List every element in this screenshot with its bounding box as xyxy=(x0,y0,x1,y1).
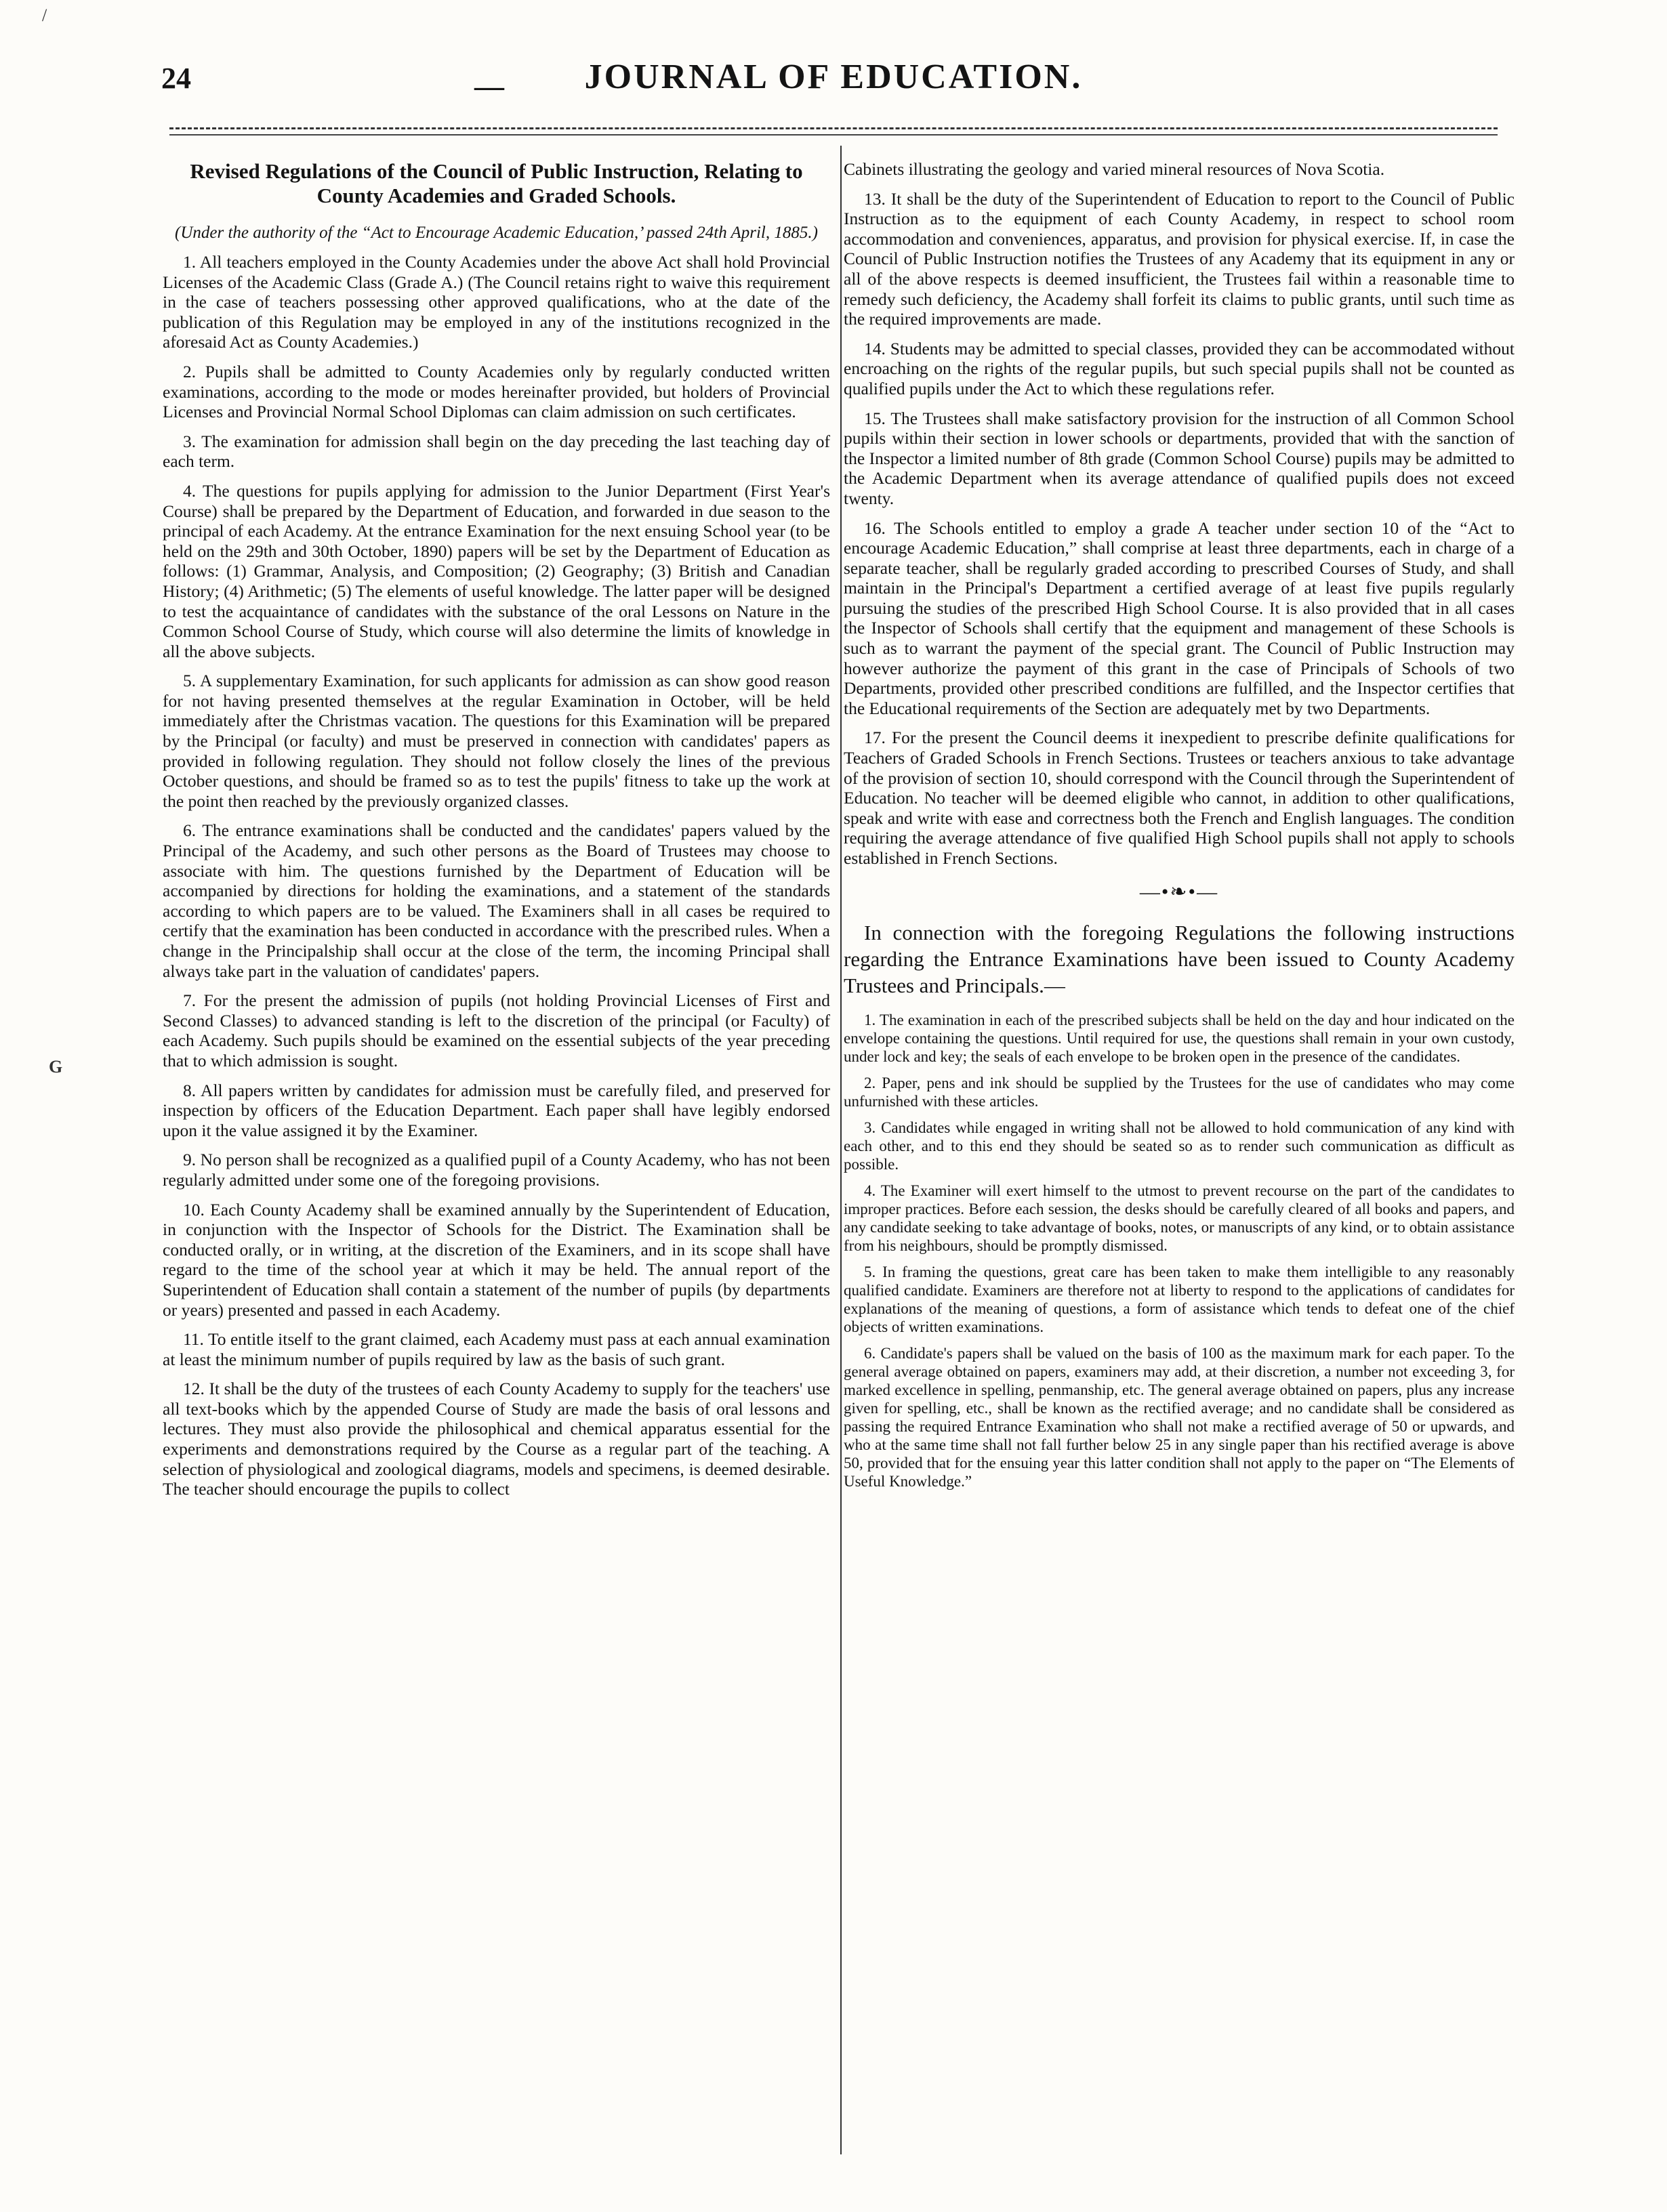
regulation-5: 5. A supplementary Examination, for such applicants for admission as can show good reason for not having presented themselves at the regular Examination in October, will be held immediately after the Christmas vacation. The questions for this Examination will be prepared by the Principal (or faculty) and must be preserved in connection with candidates' papers as provided in following regulation. They should not follow closely the lines of the previous October questions, and should be framed so as to test the pupils' fitness to take up the work at the point then reached by the previously organized classes. xyxy=(163,671,830,811)
regulation-10: 10. Each County Academy shall be examined annually by the Superintendent of Education, in conjunction with the Inspector of Schools for the District. The Examination shall be conducted orally, or in writing, at the discretion of the Examiners, and in its scope shall have regard to the time of the school year at which it may be held. The annual report of the Superintendent of Education shall contain a statement of the number of pupils (by departments or years) presented and passed in each Academy. xyxy=(163,1199,830,1320)
right-column xyxy=(844,159,1515,1499)
section-ornament: —•❧•— xyxy=(1139,880,1219,903)
regulation-12: 12. It shall be the duty of the trustees of each County Academy to supply for the teachers' use all text-books which by the appended Course of Study are made the basis of oral lessons and lectures. They must also provide the philosophical and chemical apparatus essential for the experiments and demonstrations required by the Course as a regular part of the teaching. A selection of physiological and zoological diagrams, models and specimens, is deemed desirable. The teacher should encourage the pupils to collect xyxy=(163,1379,830,1499)
regulation-2: 2. Pupils shall be admitted to County Academies only by regularly conducted written examinations, according to the mode or modes hereinafter provided, but holders of Provincial Licenses and Provincial Normal School Diplomas can claim admission on such certificates. xyxy=(163,361,830,422)
regulation-8: 8. All papers written by candidates for admission must be carefully filed, and preserved for inspection by officers of the Education Department. Each paper shall have legibly endorsed upon it the value assigned it by the Examiner. xyxy=(163,1080,830,1140)
instruction-5: 5. In framing the questions, great care has been taken to make them intelligible to any reasonably qualified candidate. Examiners are therefore not at liberty to respond to the applications of candidates for explanations of the meaning of questions, a form of assistance which tends to defeat one of the chief objects of written examinations. xyxy=(844,1264,1515,1336)
regulation-11: 11. To entitle itself to the grant claimed, each Academy must pass at each annual examination at least the minimum number of pupils required by law as the basis of such grant. xyxy=(163,1329,830,1369)
instruction-6: 6. Candidate's papers shall be valued on the basis of 100 as the maximum mark for each paper. To the general average obtained on papers, examiners may add, at their discretion, a number not exceeding 3, for marked excellence in spelling, penmanship, etc. The general average obtained on papers, plus any increase given for spelling, etc., shall be known as the rectified average; and no candidate shall be considered as passing the required Entrance Examination who shall not make a rectified average of 50 or upwards, and who at the same time shall not fall further below 25 in any single paper than his rectified average is above 50, provided that for the ensuing year this latter condition shall not apply to the paper on “The Elements of Useful Knowledge.” xyxy=(844,1345,1515,1490)
regulation-14: 14. Students may be admitted to special classes, provided they can be accommodated without encroaching on the rights of the regular pupils, but such special pupils shall not be counted as qualified pupils under the Act to which these regulations refer. xyxy=(844,338,1515,398)
column-separator xyxy=(840,146,842,2154)
instructions-list xyxy=(844,1011,1515,1490)
header-dash: — xyxy=(474,70,504,103)
instruction-2: 2. Paper, pens and ink should be supplied by the Trustees for the use of candidates who may come unfurnished with these articles. xyxy=(844,1074,1515,1110)
regulation-6: 6. The entrance examinations shall be conducted and the candidates' papers valued by the Principal of the Academy, and such other persons as the Board of Trustees may choose to associate with him. The questions furnished by the Department of Education will be accompanied by directions for holding the examinations, and a statement of the standards according to which papers are to be valued. The Examiners shall in all cases be required to certify that the examination has been conducted in accordance with the prescribed rules. When a change in the Principalship shall occur at the close of the term, the incoming Principal shall always take part in the valuation of candidates' papers. xyxy=(163,820,830,981)
regulations-title: Revised Regulations of the Council of Public Instruction, Relating to County Academies and Graded Schools. xyxy=(190,159,803,207)
regulation-15: 15. The Trustees shall make satisfactory provision for the instruction of all Common School pupils within their section in lower schools or departments, provided that with the sanction of the Inspector a limited number of 8th grade (Common School Course) pupils may be admitted to the Academic Department when its average attendance of qualified pupils does not exceed twenty. xyxy=(844,408,1515,508)
left-column xyxy=(163,159,830,1509)
regulation-16: 16. The Schools entitled to employ a grade A teacher under section 10 of the “Act to encourage Academic Education,” shall comprise at least three departments, each in charge of a separate teacher, shall be regularly graded according to prescribed Courses of Study, and shall maintain in the Principal's Department a certified average of at least five pupils regularly pursuing the studies of the prescribed High School Course. It is also provided that in all cases the Inspector of Schools shall certify that the equipment and management of these Schools is such as to warrant the payment of the special grant. The Council of Public Instruction may however authorize the payment of this grant in the case of Principals of Schools of two Departments, provided other prescribed conditions are fulfilled, and the Inspector certifies that the Educational requirements of the Section are adequately met by two Departments. xyxy=(844,518,1515,718)
journal-title: JOURNAL OF EDUCATION. xyxy=(584,58,1083,96)
margin-mark-top: / xyxy=(42,5,47,25)
instructions-intro: In connection with the foregoing Regulations the following instructions regarding the Entrance Examinations have been issued to County Academy Trustees and Principals.— xyxy=(844,921,1515,998)
margin-mark-left: G xyxy=(49,1057,63,1077)
page-header xyxy=(156,54,1511,102)
page-number: 24 xyxy=(161,62,191,95)
regulation-7: 7. For the present the admission of pupils (not holding Provincial Licenses of First and Second Classes) to advanced standing is left to the discretion of the principal (or Faculty) of each Academy. Such pupils should be examined on the essential subjects of the year preceding that to which admission is sought. xyxy=(163,990,830,1070)
authority-note: (Under the authority of the “Act to Encourage Academic Education,’ passed 24th April, 1885.) xyxy=(175,224,818,242)
instruction-3: 3. Candidates while engaged in writing shall not be allowed to hold communication of any kind with each other, and to this end they should be seated so as to render such communication as difficult as possible. xyxy=(844,1119,1515,1173)
regulation-13: 13. It shall be the duty of the Superintendent of Education to report to the Council of Public Instruction as to the equipment of each County Academy, in respect to school room accommodation and conveniences, apparatus, and provision for physical exercise. If, in case the Council of Public Instruction notifies the Trustees of any Academy that its equipment in any or all of the above respects is deemed insufficient, the Trustees fail within a reasonable time to remedy such deficiency, the Academy shall forfeit its claims to public grants, until such time as the required improvements are made. xyxy=(844,188,1515,329)
regulation-4: 4. The questions for pupils applying for admission to the Junior Department (First Year's Course) shall be prepared by the Department of Education, and forwarded in due season to the principal of each Academy. At the entrance Examination for the next ensuing School year (to be held on the 29th and 30th October, 1890) papers will be set by the Department of Education as follows: (1) Grammar, Analysis, and Composition; (2) Geography; (3) British and Canadian History; (4) Arithmetic; (5) The elements of useful knowledge. The latter paper will be designed to test the acquaintance of candidates with the substance of the oral Lessons on Nature in the Common School Course of Study, which course will also determine the limits of knowledge in all the above subjects. xyxy=(163,480,830,661)
instruction-4: 4. The Examiner will exert himself to the utmost to prevent recourse on the part of the candidates to improper practices. Before each session, the desks should be carefully cleared of all books and papers, and any candidate seeking to take advantage of books, notes, or manuscripts of any kind, or to obtain assistance from his neighbours, should be promptly dismissed. xyxy=(844,1182,1515,1255)
regulation-1: 1. All teachers employed in the County Academies under the above Act shall hold Provincial Licenses of the Academic Class (Grade A.) (The Council retains right to waive this requirement in the case of teachers possessing other approved qualifications, who at the date of the publication of this Regulation may be employed in any of the institutions recognized in the aforesaid Act as County Academies.) xyxy=(163,252,830,352)
regulation-9: 9. No person shall be recognized as a qualified pupil of a County Academy, who has not been regularly admitted under some one of the foregoing provisions. xyxy=(163,1150,830,1190)
header-rule-dashed xyxy=(169,127,1498,129)
instruction-1: 1. The examination in each of the prescribed subjects shall be held on the day and hour indicated on the envelope containing the questions. Until required for use, the questions shall remain in your own custody, under lock and key; the seals of each envelope to be broken open in the presence of the candidates. xyxy=(844,1011,1515,1066)
header-rule xyxy=(169,134,1498,135)
regulation-3: 3. The examination for admission shall begin on the day preceding the last teaching day of each term. xyxy=(163,431,830,472)
regulation-12-continued: Cabinets illustrating the geology and varied mineral resources of Nova Scotia. xyxy=(844,159,1385,179)
regulation-17: 17. For the present the Council deems it inexpedient to prescribe definite qualifications for Teachers of Graded Schools in French Sections. Trustees or teachers anxious to take advantage of the provision of section 10, should correspond with the Council through the Superintendent of Education. No teacher will be deemed eligible who cannot, in addition to other qualifications, speak and write with ease and correctness both the French and English languages. The condition requiring the average attendance of five qualified High School pupils shall not apply to schools established in French Sections. xyxy=(844,728,1515,868)
